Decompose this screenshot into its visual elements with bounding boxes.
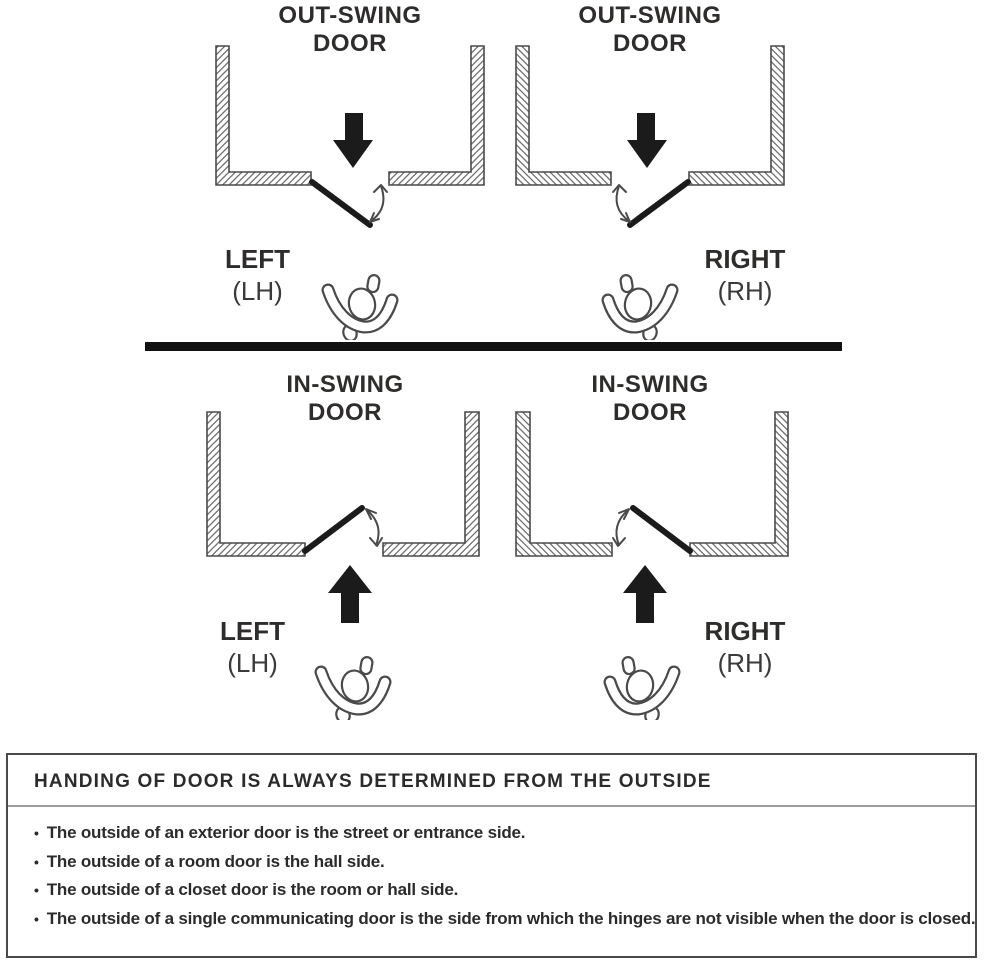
diagram-title-line2: DOOR: [313, 30, 387, 57]
hand-block: [690, 243, 800, 307]
bullet-item: • The outside of a single communicating door is the side from which the hinges are not visible when the door is closed.: [34, 905, 975, 934]
diagram-title-line2: DOOR: [613, 399, 687, 426]
hand-abbr: (LH): [227, 648, 278, 678]
bullet-item: • The outside of a room door is the hall side.: [34, 848, 975, 877]
diagram-title-line1: OUT-SWING: [578, 2, 722, 29]
section-in-swing-right: [505, 366, 795, 718]
hand-label: RIGHT: [704, 616, 786, 646]
hand-abbr: (LH): [232, 276, 283, 306]
bullet-list: [8, 819, 975, 933]
diagram-title-line2: DOOR: [308, 399, 382, 426]
info-box: [6, 753, 977, 958]
section-in-swing-left: [200, 366, 490, 718]
hand-block: [200, 615, 305, 679]
diagram-title-line2: DOOR: [613, 30, 687, 57]
diagram-title-line1: IN-SWING: [591, 371, 709, 398]
hand-label: LEFT: [225, 244, 290, 274]
hand-abbr: (RH): [717, 648, 773, 678]
section-out-swing-left: [205, 0, 495, 345]
bullet-item: • The outside of a closet door is the room or hall side.: [34, 876, 975, 905]
bullet-item: • The outside of an exterior door is the street or entrance side.: [34, 819, 975, 848]
section-out-swing-right: [505, 0, 795, 345]
hand-block: [690, 615, 800, 679]
diagram-title-line1: OUT-SWING: [278, 2, 422, 29]
hand-label: RIGHT: [704, 244, 786, 274]
hand-label: LEFT: [220, 616, 285, 646]
section-divider-bar: [145, 342, 842, 351]
hand-block: [205, 243, 310, 307]
info-box-heading: HANDING OF DOOR IS ALWAYS DETERMINED FROM THE OUTSIDE: [8, 755, 975, 807]
diagram-title-line1: IN-SWING: [286, 371, 404, 398]
hand-abbr: (RH): [717, 276, 773, 306]
